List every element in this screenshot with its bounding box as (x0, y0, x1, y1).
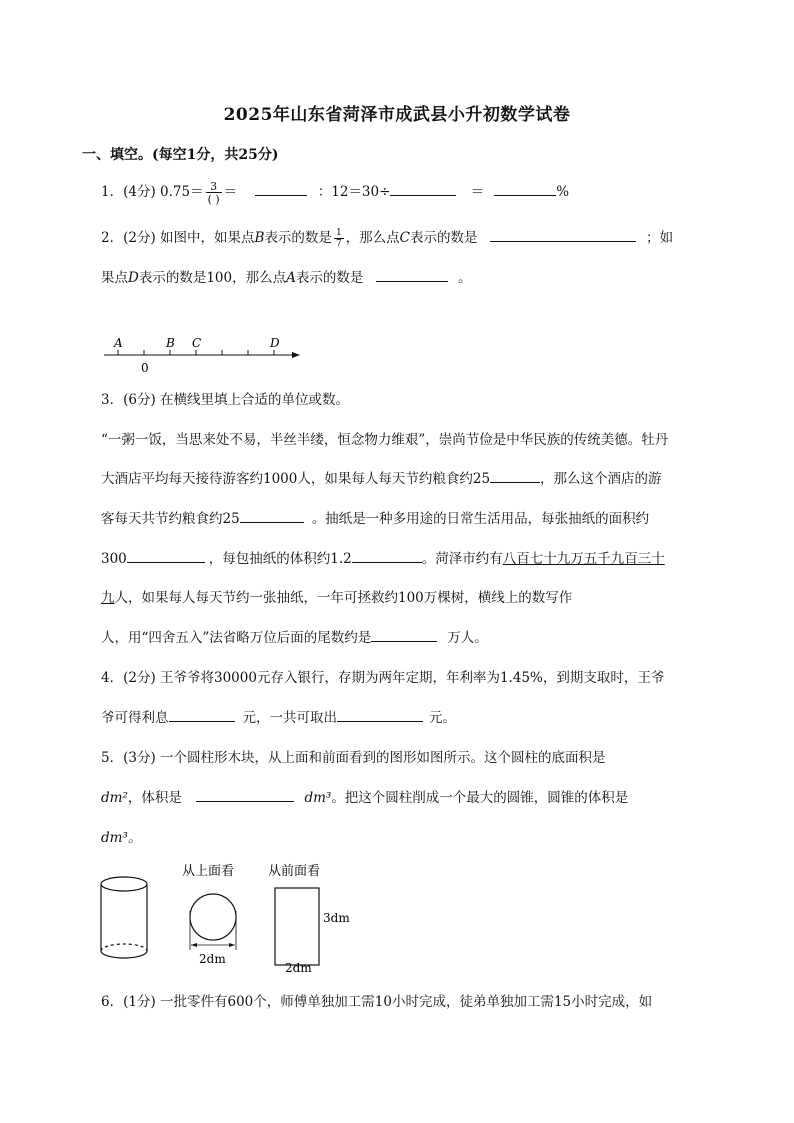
q2-text: 表示的数是100，那么点 (138, 270, 287, 286)
q1-mid: ：12＝30÷ (317, 184, 391, 200)
q3-text: 300 (101, 551, 127, 567)
q3-text: ，每包抽纸的体积约1.2 (208, 551, 352, 567)
q1-blank-2[interactable] (390, 181, 456, 196)
question-4-line-2 (101, 706, 456, 726)
nl-label-c: C (192, 336, 202, 350)
nl-label-a: A (114, 336, 123, 350)
question-3-line-4 (101, 507, 649, 527)
q5-text: ，体积是 (127, 790, 182, 806)
q2-frac-num: 1 (335, 227, 342, 238)
q2-blank-2[interactable] (376, 267, 448, 282)
q1-frac-num: 3 (206, 181, 222, 193)
top-view-label: 从上面看 (182, 864, 235, 879)
q2-text: ，那么点 (345, 230, 400, 246)
q3-text: 人，如果每人每天节约一张抽纸，一年可拯救约100万棵树，横线上的数写作 (114, 590, 573, 606)
number-line (96, 334, 306, 378)
circle-dimension: 2dm (199, 952, 226, 966)
rect-width-dimension: 2dm (285, 961, 312, 975)
q1-blank-1[interactable] (255, 181, 307, 196)
question-3-line-5 (101, 547, 665, 567)
q3-underlined-number: 八百七十九万五千九百三十 (502, 551, 665, 567)
q5-unit: dm² (101, 790, 128, 806)
front-view-label: 从前面看 (268, 864, 321, 879)
cylinder-figure (96, 858, 366, 978)
question-5-line-3: dm³。 (101, 830, 142, 846)
question-3-line-7 (101, 626, 488, 646)
page-title: 2025年山东省菏泽市成武县小升初数学试卷 (223, 105, 571, 125)
section-heading: 一、填空。(每空1分，共25分) (82, 147, 279, 163)
q3-text: 客每天共节约粮食约25 (101, 511, 240, 527)
front-view-rectangle (275, 888, 319, 965)
question-4-line-1: 4．(2分) 王爷爷将30000元存入银行，存期为两年定期，年利率为1.45%，到期支取时，王爷 (101, 670, 665, 686)
q4-text: 元。 (429, 710, 456, 726)
question-1 (101, 180, 569, 205)
q3-blank-5[interactable] (371, 627, 437, 642)
question-3-line-3 (101, 467, 662, 487)
question-3-line-6 (101, 586, 572, 606)
q2-point-a: A (286, 270, 296, 286)
q4-text: 元，一共可取出 (242, 710, 337, 726)
q2-text: ；如 (646, 230, 674, 246)
nl-label-d: D (270, 336, 280, 350)
question-2-line-1 (101, 226, 673, 249)
q3-underlined-number: 九 (101, 590, 115, 606)
q2-point-b: B (254, 230, 265, 246)
q2-text: 表示的数是 (264, 230, 332, 246)
q3-text: 。菏泽市约有 (421, 551, 503, 567)
q2-text: 表示的数是 (295, 270, 364, 286)
nl-label-zero: 0 (141, 361, 149, 375)
question-3-line-1: 3．(6分) 在横线里填上合适的单位或数。 (101, 392, 350, 408)
top-view-circle (190, 894, 236, 940)
q3-blank-3[interactable] (127, 548, 205, 563)
q3-text: 人，用“四舍五入”法省略万位后面的尾数约是 (101, 630, 372, 646)
q5-blank-1[interactable] (196, 787, 294, 802)
q3-text: 。抽纸是一种多用途的日常生活用品，每张抽纸的面积约 (311, 511, 650, 527)
question-6-line-1: 6．(1分) 一批零件有600个，师傅单独加工需10小时完成，徒弟单独加工需15小时完成，如 (101, 994, 653, 1010)
cylinder-drawing (101, 877, 147, 958)
question-5-line-2 (101, 786, 628, 806)
q2-text: 2．(2分) 如图中，如果点 (101, 230, 255, 246)
q4-blank-2[interactable] (337, 707, 423, 722)
q1-percent: % (556, 184, 570, 200)
q3-blank-4[interactable] (352, 548, 422, 563)
q3-blank-2[interactable] (240, 508, 304, 523)
q1-prefix: 1．(4分) 0.75＝ (101, 184, 204, 200)
q3-blank-1[interactable] (490, 468, 540, 483)
q2-text: 果点 (101, 270, 128, 286)
question-5-line-1: 5．(3分) 一个圆柱形木块，从上面和前面看到的图形如图所示。这个圆柱的底面积是 (101, 750, 606, 766)
q2-fraction (334, 229, 344, 249)
q1-fraction (206, 181, 222, 205)
q1-eq: ＝ (223, 184, 238, 200)
q2-point-c: C (399, 230, 411, 246)
q1-frac-den: ( ) (207, 192, 220, 206)
q3-text: 大酒店平均每天接待游客约1000人，如果每人每天节约粮食约25 (101, 471, 491, 487)
q2-frac-den: 7 (335, 238, 342, 249)
question-2-line-2 (101, 266, 471, 286)
rect-height-dimension: 3dm (323, 911, 350, 925)
q2-text: 。 (457, 270, 472, 286)
q3-text: ，那么这个酒店的游 (540, 471, 662, 487)
question-3-line-2: “一粥一饭，当思来处不易，半丝半缕，恒念物力维艰”，崇尚节俭是中华民族的传统美德。牡丹 (101, 432, 669, 448)
q3-text: 万人。 (447, 630, 488, 646)
q2-point-d: D (128, 270, 139, 286)
q5-text: 。把这个圆柱削成一个最大的圆锥，圆锥的体积是 (331, 790, 629, 806)
q1-eq2: ＝ (470, 184, 485, 200)
q2-text: 表示的数是 (410, 230, 478, 246)
q5-unit: dm³ (304, 790, 332, 806)
nl-label-b: B (166, 336, 175, 350)
q4-blank-1[interactable] (169, 707, 235, 722)
q4-text: 爷可得利息 (101, 710, 169, 726)
q2-blank-1[interactable] (490, 227, 636, 242)
q1-blank-3[interactable] (494, 181, 556, 196)
